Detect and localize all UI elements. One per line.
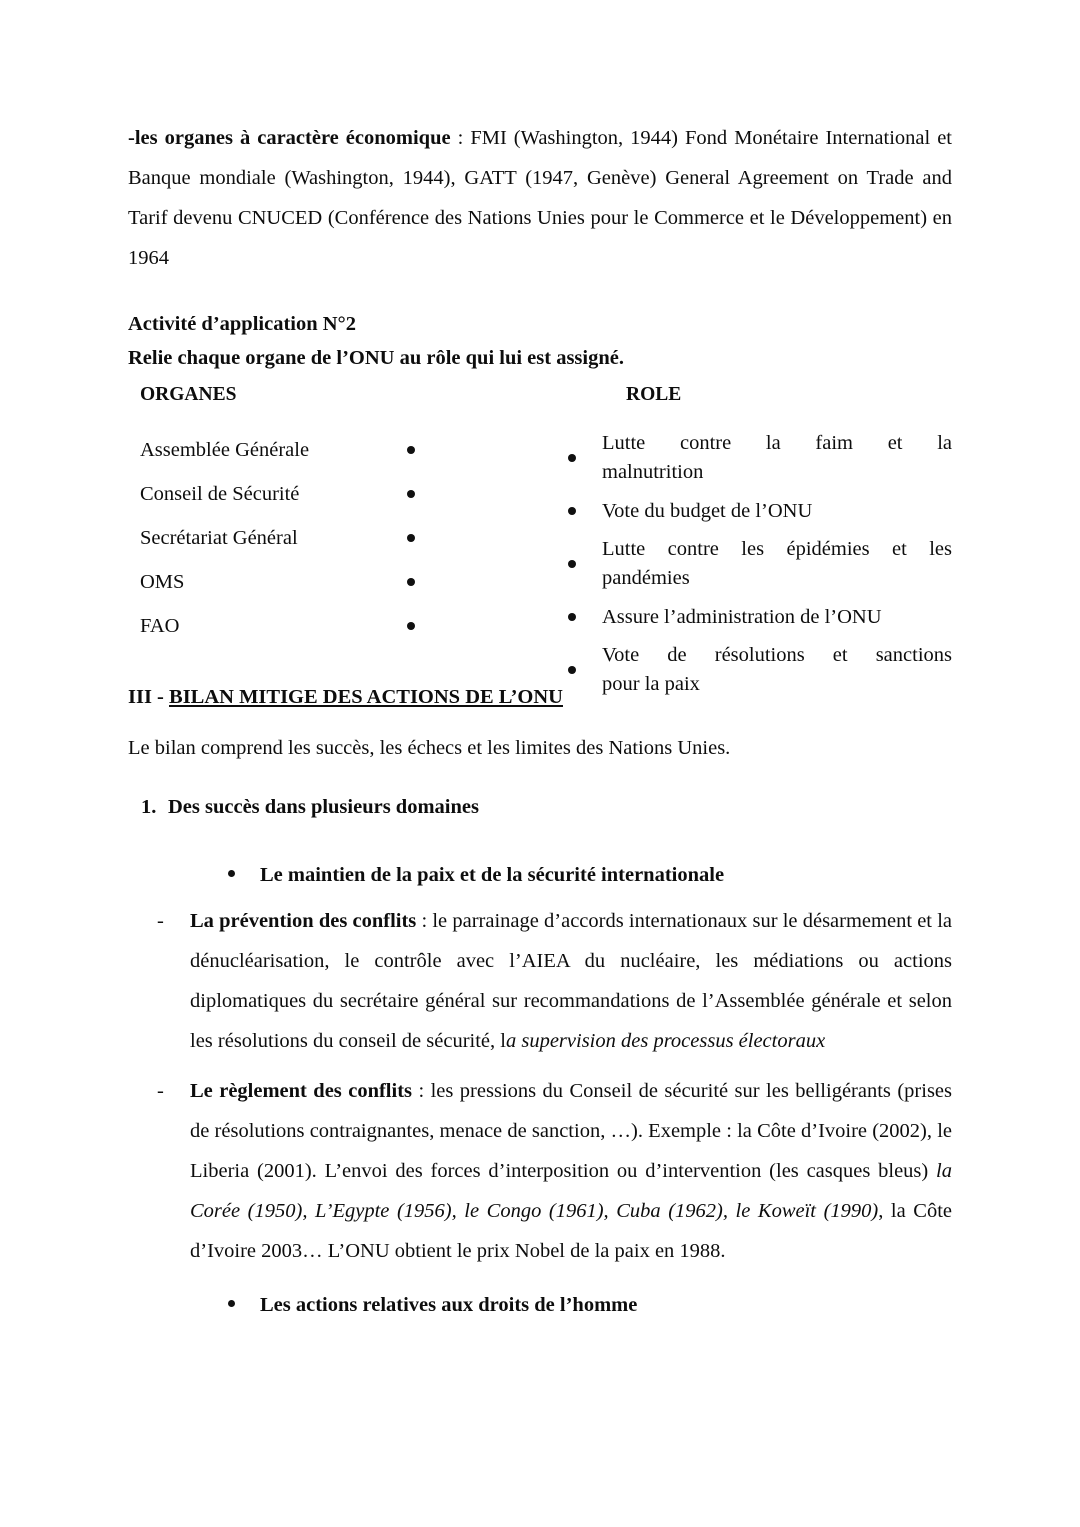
role-text: Assure l’administration de l’ONU	[602, 605, 882, 628]
economic-organs-colon: :	[450, 127, 471, 149]
role-line-2: malnutrition	[602, 461, 704, 483]
organe-label: FAO	[140, 614, 180, 637]
organe-label: Secrétariat Général	[140, 526, 298, 549]
organe-row[interactable]	[128, 428, 548, 472]
dash-marker-icon: -	[157, 910, 164, 932]
matching-exercise	[128, 384, 952, 695]
connector-dot-icon[interactable]	[407, 490, 415, 498]
dash-item-italic: a supervision des processus électoraux	[505, 1030, 826, 1052]
connector-dot-icon[interactable]	[568, 666, 576, 674]
bullet-label: Le maintien de la paix et de la sécurité internationale	[260, 864, 725, 886]
section-number: III -	[128, 686, 170, 708]
matching-column-headers	[128, 384, 952, 414]
organe-row[interactable]	[128, 604, 548, 648]
role-line-2: pandémies	[602, 567, 690, 589]
role-text	[602, 535, 952, 593]
role-row[interactable]	[568, 488, 952, 534]
connector-dot-icon[interactable]	[407, 534, 415, 542]
numbered-item-1	[128, 791, 952, 823]
role-line-1: Lutte contre les épidémies et les	[602, 538, 952, 560]
activity-title: Activité d’application N°2	[128, 313, 356, 335]
role-row[interactable]	[568, 534, 952, 594]
bullet-droits-homme	[128, 1289, 952, 1321]
section-intro-text: Le bilan comprend les succès, les échecs et les limites des Nations Unies.	[128, 737, 731, 759]
economic-organs-body: FMI (Washington, 1944) Fond Monétaire International et Banque mondiale (Washington, 1944), GATT (1947, Genève) General Agreement on Trade and Tarif devenu CNUCED (Conférence des Nations Unies pour le Commerce et le Développement) en 1964	[128, 127, 952, 269]
dash-item-body-tail: , la Côte d’Ivoire 2003… L’ONU obtient le prix Nobel de la paix en 1988.	[190, 1200, 952, 1262]
column-header-organes: ORGANES	[140, 384, 237, 405]
dash-item-lead: La prévention des conflits	[190, 910, 417, 932]
connector-dot-icon[interactable]	[407, 578, 415, 586]
connector-dot-icon[interactable]	[407, 622, 415, 630]
paragraph-economic-organs	[128, 118, 952, 278]
role-row[interactable]	[568, 428, 952, 488]
dash-item-prevention	[128, 901, 952, 1061]
bullet-dot-icon	[228, 870, 235, 877]
organes-column	[128, 428, 548, 648]
organe-label: OMS	[140, 570, 185, 593]
activity-instruction: Relie chaque organe de l’ONU au rôle qui lui est assigné.	[128, 347, 624, 369]
role-text	[602, 641, 952, 699]
dash-item-reglement	[128, 1071, 952, 1271]
dash-item-italic: la Corée (1950), L’Egypte (1956), le Congo (1961), Cuba (1962), le Koweït (1990)	[190, 1160, 952, 1222]
organe-row[interactable]	[128, 560, 548, 604]
bullet-label: Les actions relatives aux droits de l’homme	[260, 1294, 638, 1316]
bullet-dot-icon	[228, 1300, 235, 1307]
dash-item-paragraph	[190, 1071, 952, 1271]
bullet-maintien-paix	[128, 859, 952, 891]
organe-row[interactable]	[128, 472, 548, 516]
dash-item-body: le parrainage d’accords internationaux sur le désarmement et la dénucléarisation, le contrôle avec l’AIEA du nucléaire, les médiations ou actions diplomatiques du secrétaire général sur recommandations de l’Assemblée générale et selon les résolutions du conseil de sécurité, l	[190, 910, 952, 1052]
organe-label: Assemblée Générale	[140, 438, 310, 461]
role-line-1: Vote de résolutions et sanctions	[602, 644, 952, 666]
role-row[interactable]	[568, 640, 952, 700]
dash-item-lead: Le règlement des conflits	[190, 1080, 412, 1102]
dash-item-body: les pressions du Conseil de sécurité sur les belligérants (prises de résolutions contraignantes, menace de sanction, …). Exemple : la Côte d’Ivoire (2002), le Liberia (2001). L’envoi des forces d’interposition ou d’intervention (les casques bleus)	[190, 1080, 952, 1182]
connector-dot-icon[interactable]	[568, 560, 576, 568]
role-text: Vote du budget de l’ONU	[602, 499, 813, 522]
role-row[interactable]	[568, 594, 952, 640]
role-line-2: pour la paix	[602, 673, 700, 695]
organe-label: Conseil de Sécurité	[140, 482, 300, 505]
column-header-role: ROLE	[626, 384, 682, 405]
dash-item-paragraph	[190, 901, 952, 1061]
matching-body	[128, 428, 952, 695]
dash-marker-icon: -	[157, 1080, 164, 1102]
connector-dot-icon[interactable]	[407, 446, 415, 454]
roles-column	[568, 428, 952, 700]
section-title: BILAN MITIGE DES ACTIONS DE L’ONU	[169, 686, 563, 708]
list-number-marker: 1.	[141, 796, 157, 818]
dash-item-colon: :	[416, 910, 433, 932]
organe-row[interactable]	[128, 516, 548, 560]
economic-organs-lead: -les organes à caractère économique	[128, 127, 451, 149]
connector-dot-icon[interactable]	[568, 613, 576, 621]
role-text	[602, 429, 952, 487]
connector-dot-icon[interactable]	[568, 507, 576, 515]
numbered-item-title: Des succès dans plusieurs domaines	[168, 796, 479, 818]
role-line-1: Lutte contre la faim et la	[602, 432, 952, 454]
connector-dot-icon[interactable]	[568, 454, 576, 462]
dash-item-colon: :	[412, 1080, 431, 1102]
